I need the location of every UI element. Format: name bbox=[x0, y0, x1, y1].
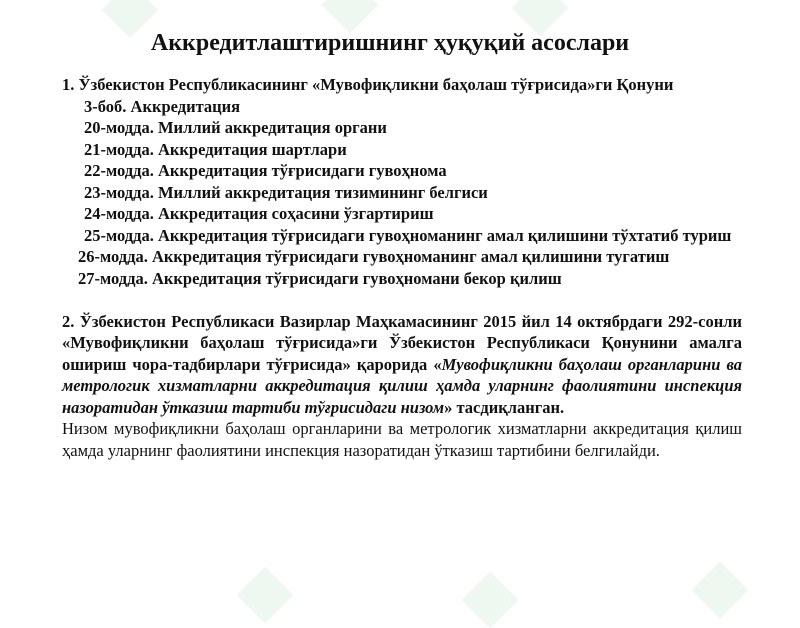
section2-paragraph bbox=[62, 311, 742, 419]
section2-tail: » тасдиқланган. bbox=[444, 397, 565, 417]
watermark-shape bbox=[237, 567, 294, 624]
article-item: 22-модда. Аккредитация тўғрисидаги гувоҳнома bbox=[84, 161, 447, 180]
page-title: Аккредитлаштиришнинг ҳуқуқий асослари bbox=[150, 30, 630, 56]
slide-content bbox=[62, 74, 742, 461]
section1-heading: 1. Ўзбекистон Республикасининг «Мувофиқликни баҳолаш тўғрисида»ги Қонуни bbox=[62, 75, 674, 94]
article-item: 24-модда. Аккредитация соҳасини ўзгартириш bbox=[84, 204, 434, 223]
section2-lead: 2. Ўзбекистон Республикаси Вазирлар Маҳкамасининг 2015 йил 14 октябрдаги 292-сонли «Мувофиқликни баҳолаш тўғрисида»ги Ўзбекистон Республикаси Қонунини амалга ошириш чора-тадбирлари тўғрисида» қарорида « bbox=[62, 311, 742, 374]
watermark-shape bbox=[692, 562, 749, 619]
article-item: 26-модда. Аккредитация тўғрисидаги гувоҳноманинг амал қилишини тугатиш bbox=[78, 247, 670, 266]
section2-body: Низом мувофиқликни баҳолаш органларини ва метрологик хизматларни аккредитация қилиш ҳамда уларнинг фаолиятини инспекция назоратидан ўтказиш тартибини белгилайди. bbox=[62, 419, 742, 460]
watermark-shape bbox=[322, 0, 379, 33]
article-item: 23-модда. Миллий аккредитация тизимининг белгиси bbox=[84, 182, 488, 202]
article-text: 25-модда. Аккредитация тўғрисидаги гувоҳноманинг амал қилишини тўхтатиб туриш bbox=[84, 225, 732, 245]
section2-regulation-title: Мувофиқликни баҳолаш органларини ва метрологик хизматларни аккредитация қилиш ҳамда уларнинг фаолиятини инспекция назоратидан ўтказиш тартиби тўғрисидаги низом bbox=[62, 354, 742, 417]
article-item: 21-модда. Аккредитация шартлари bbox=[84, 139, 347, 159]
spacer bbox=[62, 289, 742, 311]
article-item bbox=[62, 225, 742, 247]
chapter-label: 3-боб. Аккредитация bbox=[84, 96, 241, 116]
article-item: 27-модда. Аккредитация тўғрисидаги гувоҳномани бекор қилиш bbox=[78, 268, 562, 288]
article-item: 20-модда. Миллий аккредитация органи bbox=[84, 118, 387, 137]
